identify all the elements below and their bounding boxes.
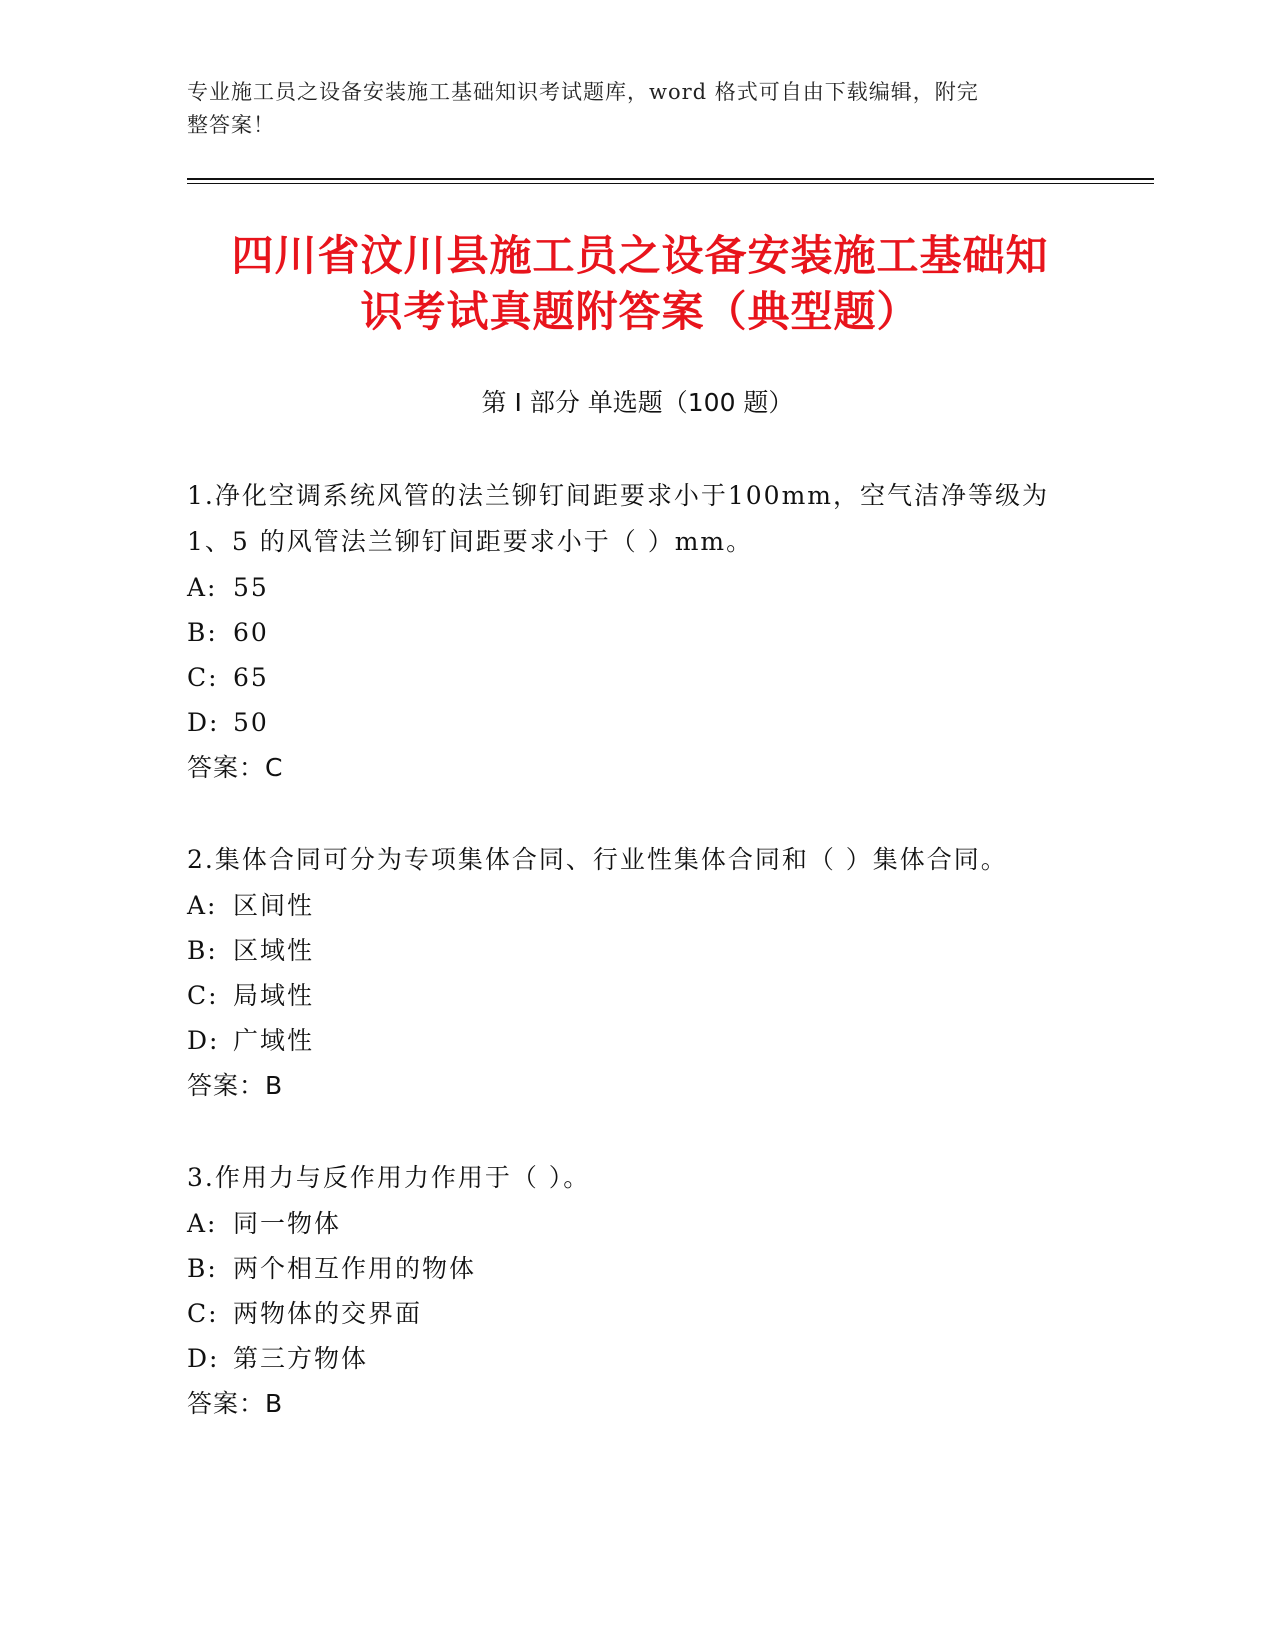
option-d — [187, 1336, 1087, 1381]
option-key: B: — [187, 936, 218, 965]
option-key: B: — [187, 618, 218, 647]
option-key: A: — [187, 573, 218, 602]
option-a — [187, 565, 1087, 610]
option-a — [187, 1201, 1087, 1246]
question-stem: 2.集体合同可分为专项集体合同、行业性集体合同和（ ）集体合同。 — [187, 845, 1008, 874]
option-a — [187, 883, 1087, 928]
option-b — [187, 1246, 1087, 1291]
header-note-line-1: 专业施工员之设备安装施工基础知识考试题库，word 格式可自由下载编辑，附完 — [187, 80, 979, 104]
option-key: A: — [187, 1209, 218, 1238]
answer: 答案：B — [187, 1389, 284, 1418]
question-stem: 1.净化空调系统风管的法兰铆钉间距要求小于100mm，空气洁净等级为 — [187, 481, 1049, 510]
option-key: D: — [187, 1026, 220, 1055]
option-text: 50 — [233, 708, 269, 737]
document-title — [190, 228, 1090, 340]
option-text: 65 — [233, 663, 269, 692]
option-d — [187, 700, 1087, 745]
option-text: 第三方物体 — [233, 1344, 369, 1373]
option-key: C: — [187, 663, 219, 692]
option-c — [187, 1291, 1087, 1336]
header-divider-thick — [187, 178, 1154, 180]
option-text: 55 — [233, 573, 269, 602]
option-text: 两个相互作用的物体 — [233, 1254, 477, 1283]
option-c — [187, 655, 1087, 700]
question-stem-continued: 1、5 的风管法兰铆钉间距要求小于（ ）mm。 — [187, 527, 754, 556]
document-title-line-1: 四川省汶川县施工员之设备安装施工基础知 — [231, 231, 1049, 280]
option-text: 区域性 — [233, 936, 315, 965]
option-text: 局域性 — [233, 981, 315, 1010]
option-key: C: — [187, 981, 219, 1010]
option-key: B: — [187, 1254, 218, 1283]
option-key: D: — [187, 708, 220, 737]
header-note-line-2: 整答案！ — [187, 113, 275, 137]
option-text: 区间性 — [233, 891, 315, 920]
option-key: C: — [187, 1299, 219, 1328]
header-note — [187, 76, 1087, 142]
option-text: 广域性 — [233, 1026, 315, 1055]
option-key: D: — [187, 1344, 220, 1373]
option-c — [187, 973, 1087, 1018]
question-stem: 3.作用力与反作用力作用于（ ）。 — [187, 1163, 591, 1192]
option-text: 同一物体 — [233, 1209, 342, 1238]
option-text: 60 — [233, 618, 269, 647]
question-3 — [187, 1155, 1087, 1426]
option-b — [187, 928, 1087, 973]
option-b — [187, 610, 1087, 655]
document-title-line-2: 识考试真题附答案（典型题） — [360, 287, 920, 336]
question-1 — [187, 473, 1087, 790]
option-key: A: — [187, 891, 218, 920]
section-heading: 第 I 部分 单选题（100 题） — [481, 388, 794, 417]
answer: 答案：C — [187, 753, 284, 782]
option-d — [187, 1018, 1087, 1063]
header-divider-thin — [187, 183, 1154, 184]
answer: 答案：B — [187, 1071, 284, 1100]
option-text: 两物体的交界面 — [233, 1299, 423, 1328]
question-2 — [187, 837, 1087, 1108]
